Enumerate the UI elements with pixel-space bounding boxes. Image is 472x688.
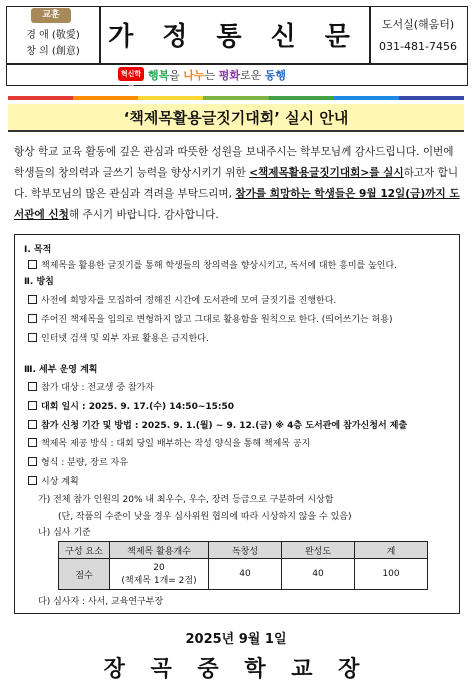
table-header: 구성 요소 bbox=[59, 542, 110, 559]
slogan-particle: 로운 bbox=[240, 69, 265, 82]
contact-phone: 031-481-7456 bbox=[379, 40, 457, 53]
list-item bbox=[28, 258, 397, 271]
usage-note: (책제목 1개= 2점) bbox=[121, 575, 197, 586]
rainbow-strip bbox=[8, 96, 464, 100]
checkbox-icon bbox=[28, 420, 37, 429]
table-row-label: 점수 bbox=[59, 559, 110, 590]
table-cell: 40 bbox=[282, 559, 355, 590]
list-item-text: 시상 계획 bbox=[41, 477, 79, 487]
table-cell: 40 bbox=[209, 559, 282, 590]
table-row bbox=[59, 559, 428, 590]
list-item bbox=[28, 312, 392, 325]
list-item-text: 책제목을 활용한 글짓기를 통해 학생들의 창의력을 향상시키고, 독서에 대한 흥미를 높인다. bbox=[41, 261, 398, 271]
table-header-row bbox=[59, 542, 428, 559]
checkbox-icon bbox=[28, 314, 37, 323]
strip-segment bbox=[8, 96, 73, 100]
table-header: 계 bbox=[355, 542, 428, 559]
list-item bbox=[28, 436, 310, 449]
intro-text: 하고자 합니다. 학부모님의 많은 관심과 격려을 부탁드리며, bbox=[14, 167, 459, 200]
list-item-text: 대회 일시 : 2025. 9. 17.(수) 14:50~15:50 bbox=[41, 402, 235, 412]
slogan-particle: 는 bbox=[204, 69, 219, 82]
list-item-text: 책제목 제공 방식 : 대회 당일 배부하는 작성 양식을 통해 책제목 공지 bbox=[41, 439, 311, 449]
table-header: 책제목 활용개수 bbox=[110, 542, 209, 559]
list-item-text: 사전에 희망자를 모집하여 정해진 시간에 도서관에 모여 글짓기를 진행한다. bbox=[41, 296, 337, 306]
checkbox-icon bbox=[28, 476, 37, 485]
slogan-word: 동행 bbox=[264, 69, 287, 82]
section-title: Ⅰ. 목적 bbox=[24, 245, 52, 255]
slogan-word: 나누 bbox=[183, 69, 205, 82]
page-title: 가 정 통 신 문 bbox=[108, 22, 360, 52]
award-note: (단, 작품의 수준이 낮을 경우 심사위원 협의에 따라 시상하지 않을 수 있음) bbox=[58, 512, 352, 522]
slogan-word: 행복 bbox=[148, 69, 170, 82]
issue-date: 2025년 9월 1일 bbox=[185, 632, 287, 647]
strip-segment bbox=[138, 96, 203, 100]
intro-text: 항상 학교 교육 활동에 깊은 관심과 따뜻한 성원을 보내주시는 학부모님께 감사드립니다. 이번에 학생들의 창의력과 글쓰기 능력을 향상시키기 위한 bbox=[14, 146, 454, 179]
innovation-school-logo: 혁신학교 bbox=[118, 67, 144, 81]
section-title: Ⅱ. 방침 bbox=[24, 277, 54, 287]
intro-paragraph bbox=[14, 142, 460, 226]
list-item bbox=[28, 399, 234, 412]
checkbox-icon bbox=[28, 295, 37, 304]
criteria-table bbox=[58, 541, 428, 590]
list-item bbox=[28, 331, 209, 344]
usage-score: 20 bbox=[153, 562, 165, 573]
school-principal: 장 곡 중 학 교 장 bbox=[103, 656, 369, 682]
announcement-heading: ‘책제목활용글짓기대회’ 실시 안내 bbox=[123, 109, 349, 127]
contact-box bbox=[370, 6, 468, 64]
intro-emphasis: 참가를 희망하는 학생들은 9월 12일(금)까지 도서관에 신청 bbox=[14, 188, 460, 221]
intro-emphasis: <책제목활용글짓기대회>를 실시 bbox=[249, 167, 404, 179]
table-header: 독창성 bbox=[209, 542, 282, 559]
strip-segment bbox=[269, 96, 334, 100]
strip-segment bbox=[203, 96, 268, 100]
award-item: 다) 심사자 : 사서, 교육연구부장 bbox=[38, 597, 164, 607]
checkbox-icon bbox=[28, 333, 37, 342]
list-item bbox=[28, 293, 336, 306]
award-item: 나) 심사 기준 bbox=[38, 528, 91, 538]
heading-underline bbox=[8, 130, 464, 132]
intro-text: 해 주시기 바랍니다. 감사합니다. bbox=[68, 209, 219, 221]
contact-department: 도서실(해움터) bbox=[381, 18, 455, 31]
strip-segment bbox=[334, 96, 399, 100]
table-cell: 100 bbox=[355, 559, 428, 590]
motto-line: 창 의 (創意) bbox=[26, 46, 80, 57]
checkbox-icon bbox=[28, 382, 37, 391]
checkbox-icon bbox=[28, 457, 37, 466]
checkbox-icon bbox=[28, 438, 37, 447]
strip-segment bbox=[73, 96, 138, 100]
slogan-particle: 을 bbox=[169, 69, 184, 82]
list-item bbox=[28, 455, 128, 468]
list-item bbox=[28, 418, 407, 431]
award-item: 가) 전체 참가 인원의 20% 내 최우수, 우수, 장려 등급으로 구분하여 시상함 bbox=[38, 495, 334, 505]
checkbox-icon bbox=[28, 260, 37, 269]
section-title: Ⅲ. 세부 운영 계획 bbox=[24, 365, 98, 375]
list-item bbox=[28, 380, 154, 393]
table-header: 완성도 bbox=[282, 542, 355, 559]
strip-segment bbox=[399, 96, 464, 100]
list-item-text: 참가 대상 : 전교생 중 참가자 bbox=[41, 383, 154, 393]
slogan bbox=[148, 67, 286, 83]
checkbox-icon bbox=[28, 401, 37, 410]
slogan-word: 평화 bbox=[218, 69, 241, 82]
list-item-text: 참가 신청 기간 및 방법 : 2025. 9. 1.(월) ~ 9. 12.(금) ※ 4층 도서관에 참가신청서 제출 bbox=[41, 421, 408, 431]
table-cell bbox=[110, 559, 209, 590]
list-item-text: 형식 : 분량, 장르 자유 bbox=[41, 458, 128, 468]
list-item-text: 인터넷 검색 및 외부 자료 활용은 금지한다. bbox=[41, 334, 209, 344]
motto-line: 경 애 (敬愛) bbox=[26, 30, 80, 41]
motto-badge: 교훈 bbox=[31, 8, 71, 23]
list-item-text: 주어진 책제목을 임의로 변형하지 않고 그대로 활용함을 원칙으로 한다. (띄어쓰기는 허용) bbox=[41, 315, 393, 325]
list-item bbox=[28, 474, 79, 487]
